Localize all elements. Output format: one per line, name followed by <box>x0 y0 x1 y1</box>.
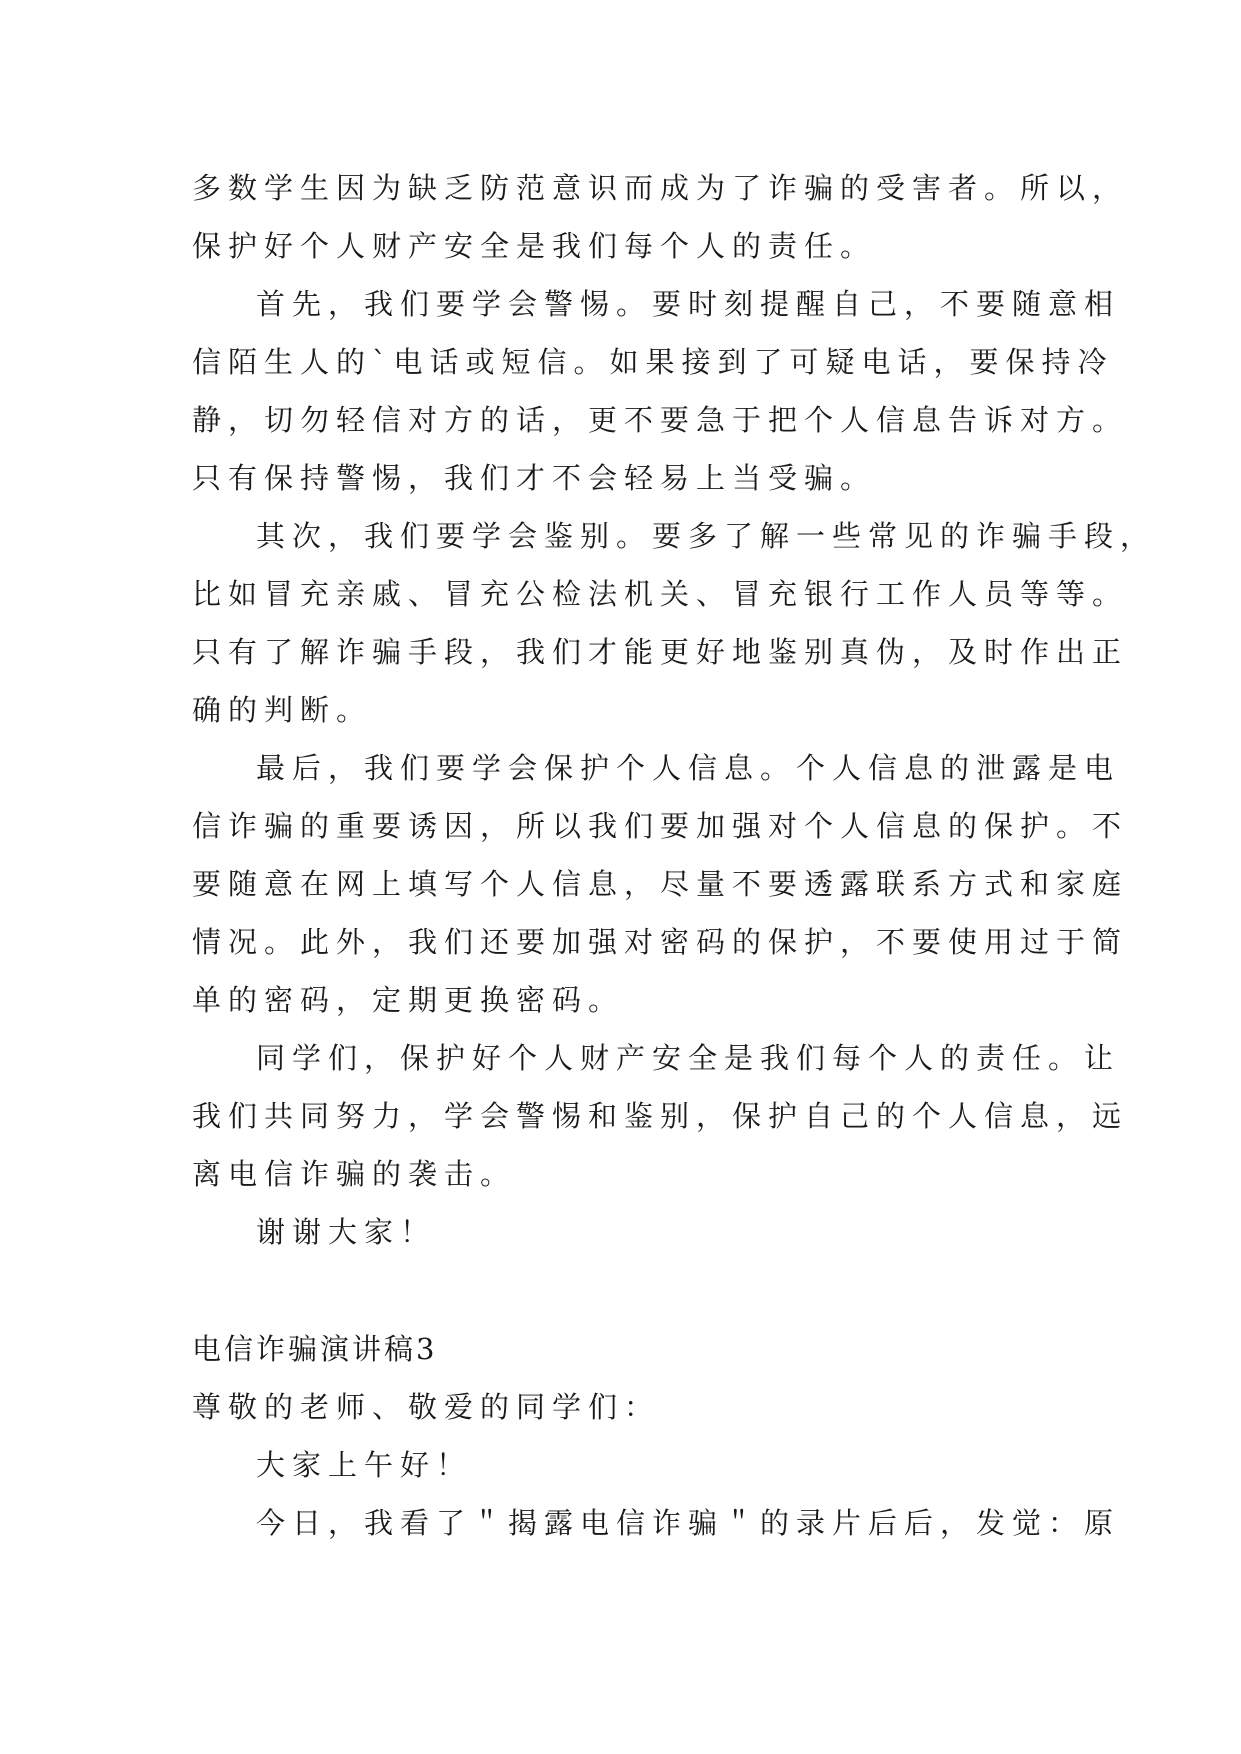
body-line-5: 静，切勿轻信对方的话，更不要急于把个人信息告诉对方。 <box>192 403 1129 437</box>
body-line-8: 比如冒充亲戚、冒充公检法机关、冒充银行工作人员等等。 <box>192 577 1129 611</box>
section-heading: 电信诈骗演讲稿3 <box>192 1332 438 1366</box>
body-line-1: 多数学生因为缺乏防范意识而成为了诈骗的受害者。所以， <box>192 171 1129 205</box>
body-line-18: 离电信诈骗的袭击。 <box>192 1157 517 1191</box>
body-line-7: 其次，我们要学会鉴别。要多了解一些常见的诈骗手段， <box>256 519 1157 553</box>
body-line-2: 保护好个人财产安全是我们每个人的责任。 <box>192 229 877 263</box>
body-first-line: 今日，我看了＂揭露电信诈骗＂的录片后后，发觉：原 <box>256 1506 1121 1540</box>
body-line-9: 只有了解诈骗手段，我们才能更好地鉴别真伪，及时作出正 <box>192 635 1129 669</box>
closing-thanks: 谢谢大家！ <box>256 1215 437 1249</box>
body-line-17: 我们共同努力，学会警惕和鉴别，保护自己的个人信息，远 <box>192 1099 1129 1133</box>
body-line-3: 首先，我们要学会警惕。要时刻提醒自己，不要随意相 <box>256 287 1121 321</box>
speech-section-2 <box>192 1320 1121 1552</box>
body-line-4: 信陌生人的`电话或短信。如果接到了可疑电话，要保持冷 <box>192 345 1114 379</box>
salutation: 尊敬的老师、敬爱的同学们： <box>192 1390 661 1424</box>
speech-body-section-1 <box>192 159 1157 1261</box>
greeting: 大家上午好！ <box>256 1448 473 1482</box>
body-line-6: 只有保持警惕，我们才不会轻易上当受骗。 <box>192 461 877 495</box>
body-line-13: 要随意在网上填写个人信息，尽量不要透露联系方式和家庭 <box>192 867 1129 901</box>
body-line-12: 信诈骗的重要诱因，所以我们要加强对个人信息的保护。不 <box>192 809 1129 843</box>
body-line-10: 确的判断。 <box>192 693 373 727</box>
body-line-14: 情况。此外，我们还要加强对密码的保护，不要使用过于简 <box>192 925 1129 959</box>
body-line-11: 最后，我们要学会保护个人信息。个人信息的泄露是电 <box>256 751 1121 785</box>
body-line-16: 同学们，保护好个人财产安全是我们每个人的责任。让 <box>256 1041 1121 1075</box>
body-line-15: 单的密码，定期更换密码。 <box>192 983 625 1017</box>
